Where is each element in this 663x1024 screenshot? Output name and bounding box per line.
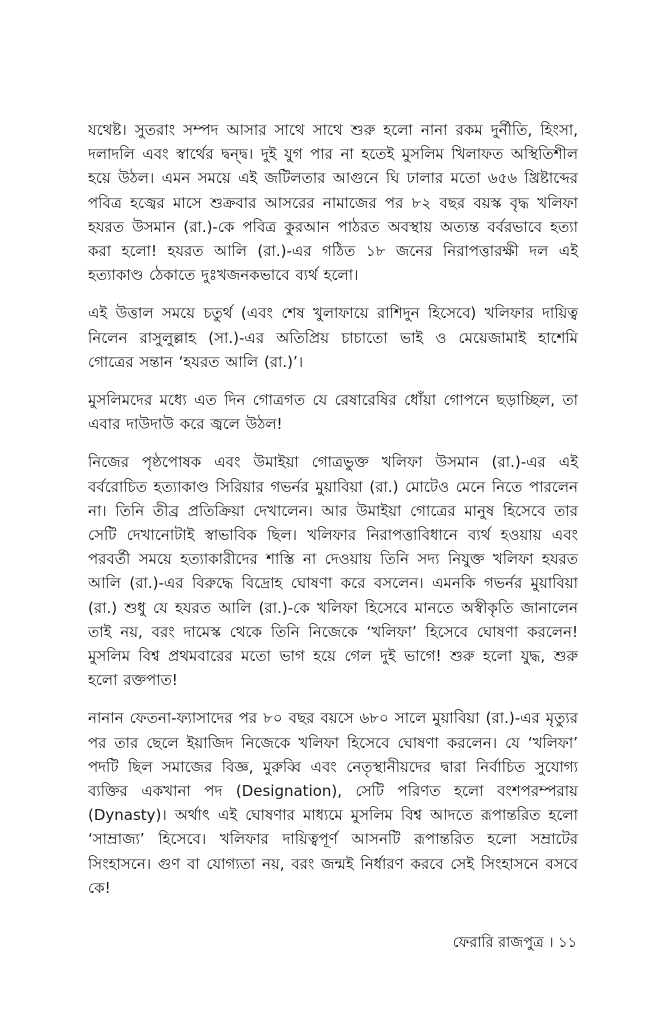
page-body bbox=[88, 118, 578, 914]
paragraph-4: নিজের পৃষ্ঠপোষক এবং উমাইয়া গোত্রভুক্ত খলিফা উসমান (রা.)-এর এই বর্বরোচিত হত্যাকাণ্ড সিরিয়ার গভর্নর মুয়াবিয়া (রা.) মোটেও মেনে নিতে পারলেন না। তিনি তীব্র প্রতিক্রিয়া দেখালেন। আর উমাইয়া গোত্রের মানুষ হিসেবে তার সেটি দেখানোটাই স্বাভাবিক ছিল। খলিফার নিরাপত্তাবিধানে ব্যর্থ হওয়ায় এবং পরবর্তী সময়ে হত্যাকারীদের শাস্তি না দেওয়ায় তিনি সদ্য নিযুক্ত খলিফা হযরত আলি (রা.)-এর বিরুদ্ধে বিদ্রোহ ঘোষণা করে বসলেন। এমনকি গভর্নর মুয়াবিয়া (রা.) শুধু যে হযরত আলি (রা.)-কে খলিফা হিসেবে মানতে অস্বীকৃতি জানালেন তাই নয়, বরং দামেস্ক থেকে তিনি নিজেকে ‘খলিফা’ হিসেবে ঘোষণা করলেন! মুসলিম বিশ্ব প্রথমবারের মতো ভাগ হয়ে গেল দুই ভাগে! শুরু হলো যুদ্ধ, শুরু হলো রক্তপাত! bbox=[88, 453, 578, 690]
paragraph-3: মুসলিমদের মধ্যে এত দিন গোত্রগত যে রেষারেষির ধোঁয়া গোপনে ছড়াচ্ছিল, তা এবার দাউদাউ করে জ্বলে উঠল! bbox=[88, 391, 578, 434]
page-footer-running-title: ফেরারি রাজপুত্র । ১১ bbox=[452, 935, 577, 951]
paragraph-1: যথেষ্ট। সুতরাং সম্পদ আসার সাথে সাথে শুরু হলো নানা রকম দুর্নীতি, হিংসা, দলাদলি এবং স্বার্থের দ্বন্দ্ব। দুই যুগ পার না হতেই মুসলিম খিলাফত অস্থিতিশীল হয়ে উঠল। এমন সময়ে এই জটিলতার আগুনে ঘি ঢালার মতো ৬৫৬ খ্রিষ্টাব্দের পবিত্র হজ্বের মাসে শুক্রবার আসরের নামাজের পর ৮২ বছর বয়স্ক বৃদ্ধ খলিফা হযরত উসমান (রা.)-কে পবিত্র কুরআন পাঠরত অবস্থায় অত্যন্ত বর্বরভাবে হত্যা করা হলো! হযরত আলি (রা.)-এর গঠিত ১৮ জনের নিরাপত্তারক্ষী দল এই হত্যাকাণ্ড ঠেকাতে দুঃখজনকভাবে ব্যর্থ হলো। bbox=[88, 121, 578, 285]
paragraph-5: নানান ফেতনা-ফ্যাসাদের পর ৮০ বছর বয়সে ৬৮০ সালে মুয়াবিয়া (রা.)-এর মৃত্যুর পর তার ছেলে ইয়াজিদ নিজেকে খলিফা হিসেবে ঘোষণা করলেন। যে ‘খলিফা’ পদটি ছিল সমাজের বিজ্ঞ, মুরুব্বি এবং নেতৃস্থানীয়দের দ্বারা নির্বাচিত সুযোগ্য ব্যক্তির একখানা পদ (Designation), সেটি পরিণত হলো বংশপরম্পরায় (Dynasty)। অর্থাৎ এই ঘোষণার মাধ্যমে মুসলিম বিশ্ব আদতে রূপান্তরিত হলো ‘সাম্রাজ্য’ হিসেবে। খলিফার দায়িত্বপূর্ণ আসনটি রূপান্তরিত হলো সম্রাটের সিংহাসনে। গুণ বা যোগ্যতা নয়, বরং জন্মই নির্ধারণ করবে সেই সিংহাসনে বসবে কে! bbox=[88, 709, 578, 897]
paragraph-2: এই উত্তাল সময়ে চতুর্থ (এবং শেষ খুলাফায়ে রাশিদুন হিসেবে) খলিফার দায়িত্ব নিলেন রাসুলুল্লাহ (সা.)-এর অতিপ্রিয় চাচাতো ভাই ও মেয়েজামাই হাশেমি গোত্রের সন্তান ‘হযরত আলি (রা.)’। bbox=[88, 304, 578, 371]
